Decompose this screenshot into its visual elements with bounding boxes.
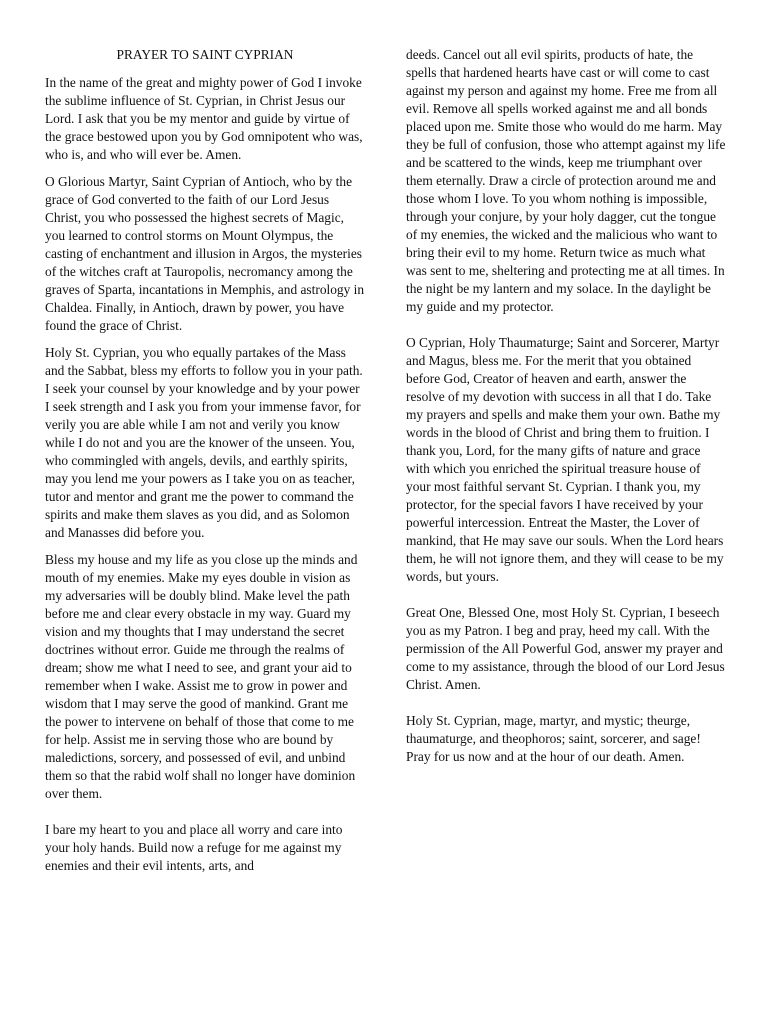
paragraph-deeds: deeds. Cancel out all evil spirits, products of hate, the spells that hardened hearts have cast or will come to cast against my person and against my home. Free me from all evil. Remove all spells worked against me and all bonds placed upon me. Smite those who would do me harm. May they be full of confusion, those who attempt against my life and be scattered to the winds, keep me triumphant over them eternally. Draw a circle of protection around me and those whom I love. To you whom nothing is impossible, through your conjure, by your holy dagger, cut the tongue of my enemies, the wicked and the malicious who want to bring their evil to my home. Return twice as much what was sent to me, sheltering and protecting me at all times. In the night be my lantern and my solace. In the daylight be my guide and my protector. xyxy=(406,47,726,314)
left-column xyxy=(45,46,365,884)
paragraph-great-one: Great One, Blessed One, most Holy St. Cyprian, I beseech you as my Patron. I beg and pray, heed my call. With the permission of the All Powerful God, answer my prayer and come to my assistance, through the blood of our Lord Jesus Christ. Amen. xyxy=(406,605,725,692)
document-title: PRAYER TO SAINT CYPRIAN xyxy=(116,47,294,62)
right-column xyxy=(406,46,726,775)
paragraph-mage-martyr: Holy St. Cyprian, mage, martyr, and mystic; theurge, thaumaturge, and theophoros; saint, sorcerer, and sage! Pray for us now and at the hour of our death. Amen. xyxy=(406,713,701,764)
paragraph-bless-house: Bless my house and my life as you close up the minds and mouth of my enemies. Make my eyes double in vision as my adversaries will be doubly blind. Make level the path before me and clear every obstacle in my way. Guard my vision and my thoughts that I may understand the secret doctrines without error. Guide me through the realms of dream; show me what I need to see, and grant your aid to remember when I wake. Assist me to grow in power and wisdom that I may serve the good of mankind. Grant me the power to intervene on behalf of those that come to me for help. Assist me in serving those who are bound by maledictions, sorcery, and possessed of evil, and unbind them so that the rabid wolf shall no longer have dominion over them. xyxy=(45,552,358,801)
paragraph-thaumaturge: O Cyprian, Holy Thaumaturge; Saint and Sorcerer, Martyr and Magus, bless me. For the merit that you obtained before God, Creator of heaven and earth, answer the resolve of my devotion with success in all that I do. Take my prayers and spells and make them your own. Bathe my words in the blood of Christ and bring them to fruition. I thank you, Lord, for the many gifts of nature and grace with which you enriched the spiritual treasure house of your most faithful servant St. Cyprian. I thank you, my protector, for the special favors I have received by your powerful intercession. Entreat the Master, the Lover of mankind, that He may save our souls. When the Lord hears them, he will not ignore them, and they will cease to be my words, but yours. xyxy=(406,335,724,584)
paragraph-bare-heart: I bare my heart to you and place all worry and care into your holy hands. Build now a refuge for me against my enemies and their evil intents, arts, and xyxy=(45,822,343,873)
paragraph-holy-cyprian: Holy St. Cyprian, you who equally partakes of the Mass and the Sabbat, bless my efforts to follow you in your path. I seek your counsel by your knowledge and by your power I seek strength and I ask you from your immense favor, for verily you are able while I am not and verily you know while I do not and you are the knower of the unseen. You, who commingled with angels, devils, and earthly spirits, may you lend me your powers as I take you on as teacher, tutor and mentor and grant me the power to command the spirits and make them slaves as you did, and as Solomon and Manasses did before you. xyxy=(45,345,363,540)
paragraph-glorious-martyr: O Glorious Martyr, Saint Cyprian of Antioch, who by the grace of God converted to the faith of our Lord Jesus Christ, you who possessed the highest secrets of Magic, you learned to control storms on Mount Olympus, the casting of enchantment and illusion in Argos, the mysteries of the witches craft at Tauropolis, necromancy among the graves of Sparta, incantations in Memphis, and astrology in Chaldea. Finally, in Antioch, drawn by power, you have found the grace of Christ. xyxy=(45,174,365,333)
paragraph-invocation: In the name of the great and mighty power of God I invoke the sublime influence of St. Cyprian, in Christ Jesus our Lord. I ask that you be my mentor and guide by virtue of the grace bestowed upon you by God omnipotent who was, who is, and who will ever be. Amen. xyxy=(45,75,363,162)
